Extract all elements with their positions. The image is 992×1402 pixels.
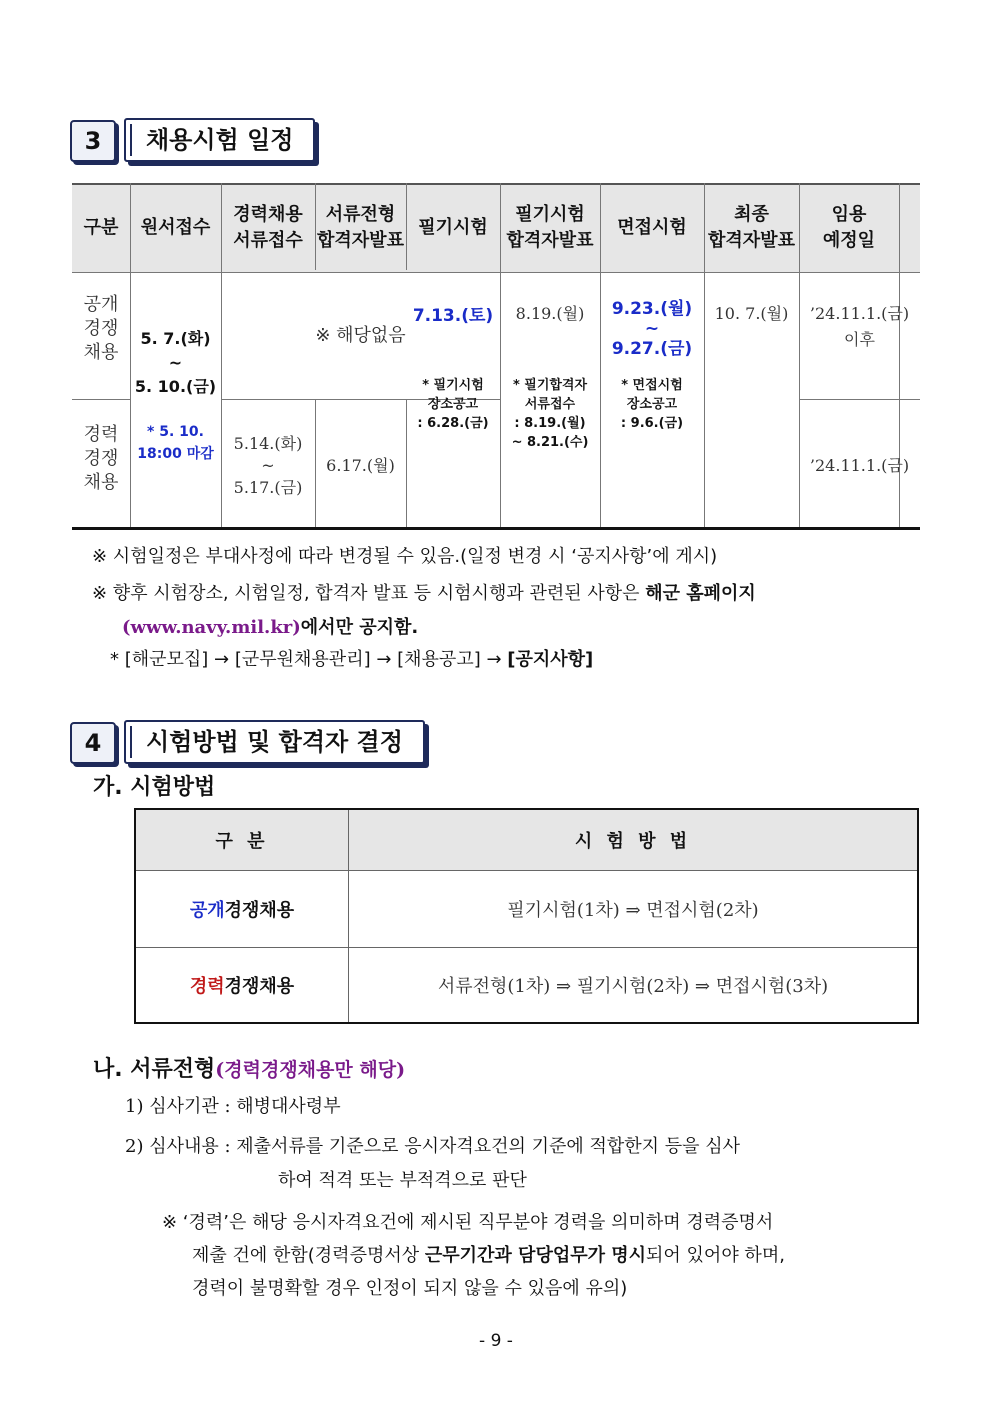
doc-review-agency: 1) 심사기관 : 해병대사령부 xyxy=(125,1096,341,1117)
navy-url-link[interactable]: (www.navy.mil.kr) xyxy=(122,617,301,638)
header-interview: 면접시험 xyxy=(617,216,687,238)
career-doc-period: 5.14.(화) ~ 5.17.(금) xyxy=(233,434,303,497)
schedule-table xyxy=(72,183,920,530)
header-career-doc: 경력채용 서류접수 xyxy=(233,203,303,251)
section-title: 채용시험 일정 xyxy=(124,118,315,162)
subsection-na-title: 나. 서류전형(경력경쟁채용만 해당) xyxy=(93,1057,406,1082)
method-row-career-value: 서류전형(1차) ⇒ 필기시험(2차) ⇒ 면접시험(3차) xyxy=(437,976,829,997)
interview-note: * 면접시험 장소공고 : 9.6.(금) xyxy=(620,378,684,431)
section-number: 3 xyxy=(70,120,116,162)
written-pass-note: * 필기합격자 서류접수 : 8.19.(월) ~ 8.21.(수) xyxy=(511,378,589,450)
note-schedule-change: ※ 시험일정은 부대사정에 따라 변경될 수 있음.(일정 변경 시 ‘공지사항’에 게시) xyxy=(92,546,718,567)
note-homepage-url: (www.navy.mil.kr)에서만 공지함. xyxy=(122,617,419,638)
doc-review-content-cont: 하여 적격 또는 부적격으로 판단 xyxy=(278,1170,527,1191)
method-row-career-label: 경력 경쟁채용 xyxy=(189,976,295,997)
doc-review-content: 2) 심사내용 : 제출서류를 기준으로 응시자격요건의 기준에 적합한지 등을 심사 xyxy=(125,1136,741,1157)
career-note-line2: 제출 건에 한함(경력증명서상 근무기간과 담당업무가 명시되어 있어야 하며, xyxy=(192,1245,785,1266)
header-written-pass: 필기시험 합격자발표 xyxy=(506,203,594,251)
career-note-line1: ※ ‘경력’은 해당 응시자격요건에 제시된 직무분야 경력을 의미하며 경력증명서 xyxy=(162,1212,774,1233)
method-header-method: 시 험 방 법 xyxy=(574,831,692,852)
written-note: * 필기시험 장소공고 : 6.28.(금) xyxy=(417,378,489,431)
apply-period: 5. 7.(화) ~ 5. 10.(금) xyxy=(134,329,217,396)
header-doc-pass: 서류전형 합격자발표 xyxy=(317,203,404,251)
appoint-career: ’24.11.1.(금) xyxy=(809,456,910,475)
header-written: 필기시험 xyxy=(418,216,488,238)
written-date: 7.13.(토) xyxy=(412,306,494,326)
header-apply: 원서접수 xyxy=(140,216,211,238)
apply-deadline-note: * 5. 10. 18:00 마감 xyxy=(137,424,214,462)
header-final: 최종 합격자발표 xyxy=(708,203,795,251)
appoint-open: ’24.11.1.(금) 이후 xyxy=(809,304,910,349)
row-label-open: 공개 경쟁 채용 xyxy=(83,294,119,363)
note-homepage: ※ 향후 시험장소, 시험일정, 합격자 발표 등 시험시행과 관련된 사항은 해군 홈페이지 xyxy=(92,583,756,604)
method-header-gubun: 구 분 xyxy=(215,831,269,852)
not-applicable-note: ※ 해당없음 xyxy=(315,325,406,346)
method-row-open-value: 필기시험(1차) ⇒ 면접시험(2차) xyxy=(507,900,759,921)
subsection-ga-title: 가. 시험방법 xyxy=(93,775,216,800)
interview-period: 9.23.(월) ~ 9.27.(금) xyxy=(611,299,693,359)
row-label-career: 경력 경쟁 채용 xyxy=(83,424,119,493)
final-date: 10. 7.(월) xyxy=(714,304,789,323)
career-note-line3: 경력이 불명확할 경우 인정이 되지 않을 수 있음에 유의) xyxy=(192,1278,628,1299)
note-path: * [해군모집] → [군무원채용관리] → [채용공고] → [공지사항] xyxy=(110,649,594,670)
doc-pass-date: 6.17.(월) xyxy=(326,456,395,475)
method-row-open-label: 공개 경쟁채용 xyxy=(189,900,295,921)
section-title: 시험방법 및 합격자 결정 xyxy=(124,720,425,764)
header-gubun: 구분 xyxy=(83,216,119,238)
header-appoint: 임용 예정일 xyxy=(822,203,876,251)
page-number: - 9 - xyxy=(479,1331,513,1351)
section-number: 4 xyxy=(70,722,116,764)
method-table xyxy=(134,808,919,1024)
written-pass-date: 8.19.(월) xyxy=(515,304,585,323)
